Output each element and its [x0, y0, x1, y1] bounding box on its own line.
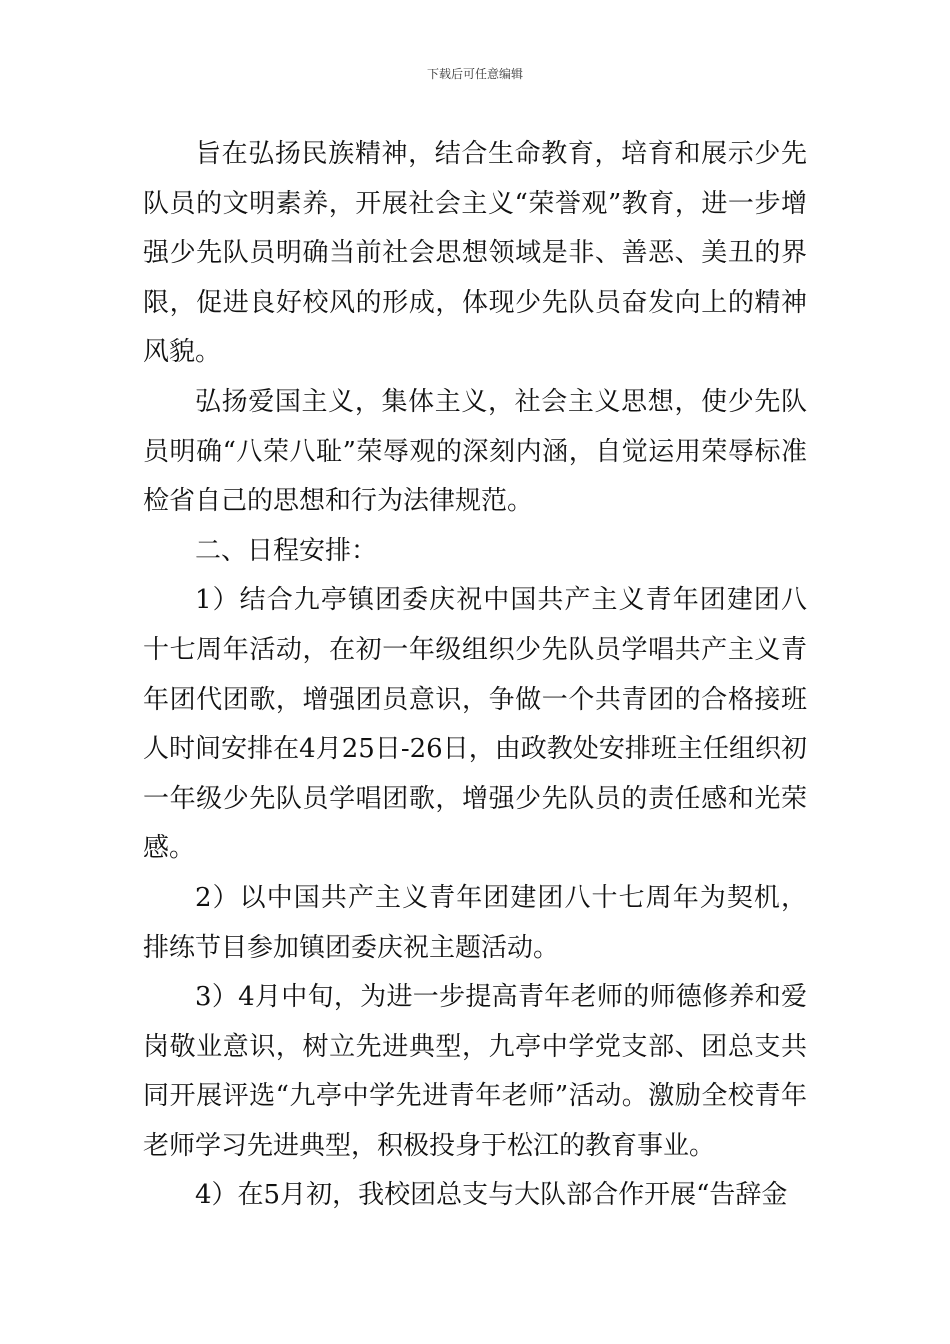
- page-header: 下载后可任意编辑: [426, 67, 523, 81]
- paragraph-schedule-item-1: 1）结合九亭镇团委庆祝中国共产主义青年团建团八十七周年活动，在初一年级组织少先队员学唱共产主义青年团代团歌，增强团员意识，争做一个共青团的合格接班人时间安排在4月25日-26日，由政教处安排班主任组织初一年级少先队员学唱团歌，增强少先队员的责任感和光荣感。: [143, 585, 807, 864]
- paragraph-schedule-item-2: 2）以中国共产主义青年团建团八十七周年为契机，排练节目参加镇团委庆祝主题活动。: [143, 882, 807, 963]
- paragraph-schedule-item-3: 3）4月中旬，为进一步提高青年老师的师德修养和爱岗敬业意识，树立先进典型，九亭中学党支部、团总支共同开展评选“九亭中学先进青年老师”活动。激励全校青年老师学习先进典型，积极投身于松江的教育事业。: [143, 982, 807, 1161]
- paragraph-schedule-item-4: 4）在5月初，我校团总支与大队部合作开展“告辞金: [195, 1180, 788, 1211]
- paragraph-intro-purpose: 旨在弘扬民族精神，结合生命教育，培育和展示少先队员的文明素养，开展社会主义“荣誉观”教育，进一步增强少先队员明确当前社会思想领域是非、善恶、美丑的界限，促进良好校风的形成，体现少先队员奋发向上的精神风貌。: [143, 139, 807, 368]
- document-body: [143, 130, 807, 1221]
- paragraph-patriotism: 弘扬爱国主义，集体主义，社会主义思想，使少先队员明确“八荣八耻”荣辱观的深刻内涵，自觉运用荣辱标准检省自己的思想和行为法律规范。: [143, 386, 807, 517]
- section-heading-schedule: 二、日程安排：: [195, 535, 378, 566]
